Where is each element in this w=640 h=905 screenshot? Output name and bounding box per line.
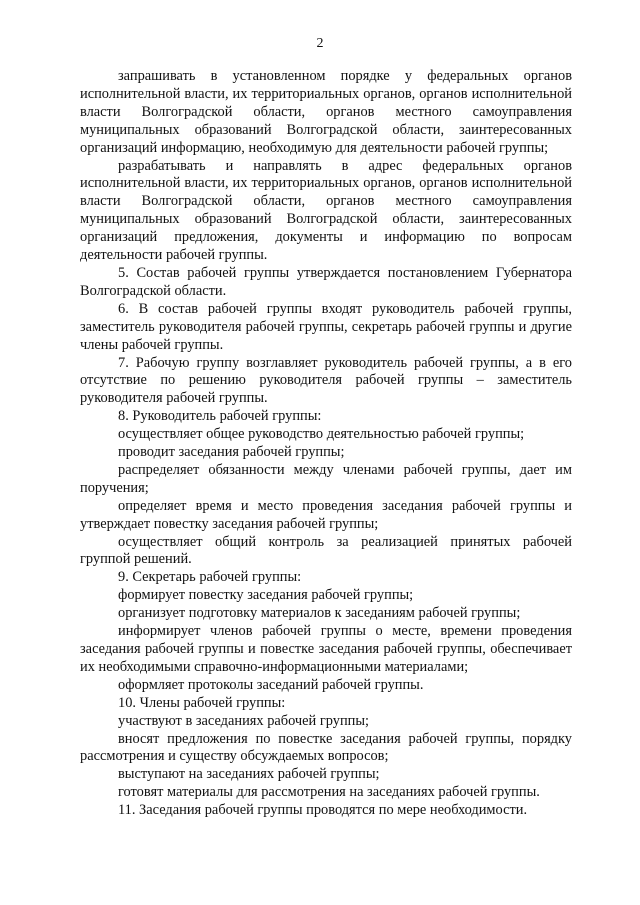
paragraph: 9. Секретарь рабочей группы: [118, 569, 302, 586]
paragraph: информирует членов рабочей группы о месте, времени проведения заседания рабочей группы и повестке заседания рабочей группы, обеспечивает их необходимыми справочно-информационными материалами; [80, 623, 572, 675]
paragraph: вносят предложения по повестке заседания рабочей группы, порядку рассмотрения и существу обсуждаемых вопросов; [80, 730, 572, 765]
paragraph: распределяет обязанности между членами рабочей группы, дает им поручения; [80, 461, 572, 496]
paragraph: организует подготовку материалов к заседаниям рабочей группы; [118, 605, 521, 622]
paragraph: участвуют в заседаниях рабочей группы; [118, 712, 370, 729]
paragraph: определяет время и место проведения заседания рабочей группы и утверждает повестку заседания рабочей группы; [80, 497, 572, 532]
page-number: 2 [316, 36, 324, 51]
paragraph: оформляет протоколы заседаний рабочей группы. [118, 676, 424, 693]
paragraph: 11. Заседания рабочей группы проводятся по мере необходимости. [118, 802, 528, 819]
paragraph: 5. Состав рабочей группы утверждается постановлением Губернатора Волгоградской области. [80, 264, 572, 299]
paragraph: осуществляет общее руководство деятельностью рабочей группы; [118, 426, 525, 443]
paragraph: 6. В состав рабочей группы входят руководитель рабочей группы, заместитель руководителя рабочей группы, секретарь рабочей группы и другие члены рабочей группы. [80, 300, 572, 353]
paragraph: запрашивать в установленном порядке у федеральных органов исполнительной власти, их территориальных органов, органов исполнительной власти Волгоградской области, органов местного самоуправления муниципальных образований Волгоградской области, заинтересованных организаций информацию, необходимую для деятельности рабочей группы; [80, 68, 572, 156]
paragraph: готовят материалы для рассмотрения на заседаниях рабочей группы. [118, 784, 540, 801]
paragraph: осуществляет общий контроль за реализацией принятых рабочей группой решений. [80, 533, 572, 568]
paragraph: формирует повестку заседания рабочей группы; [118, 587, 414, 604]
paragraph: 10. Члены рабочей группы: [118, 694, 286, 711]
paragraph: выступают на заседаниях рабочей группы; [118, 766, 380, 783]
paragraph: разрабатывать и направлять в адрес федеральных органов исполнительной власти, их территориальных органов, органов исполнительной власти Волгоградской области, органов местного самоуправления муниципальных образований Волгоградской области, заинтересованных организаций предложения, документы и информацию по вопросам деятельности рабочей группы. [80, 157, 572, 264]
paragraph: 8. Руководитель рабочей группы: [118, 408, 322, 425]
paragraph: 7. Рабочую группу возглавляет руководитель рабочей группы, а в его отсутствие по решению руководителя рабочей группы – заместитель руководителя рабочей группы. [80, 354, 572, 407]
paragraph: проводит заседания рабочей группы; [118, 444, 345, 461]
document-body [80, 68, 572, 820]
